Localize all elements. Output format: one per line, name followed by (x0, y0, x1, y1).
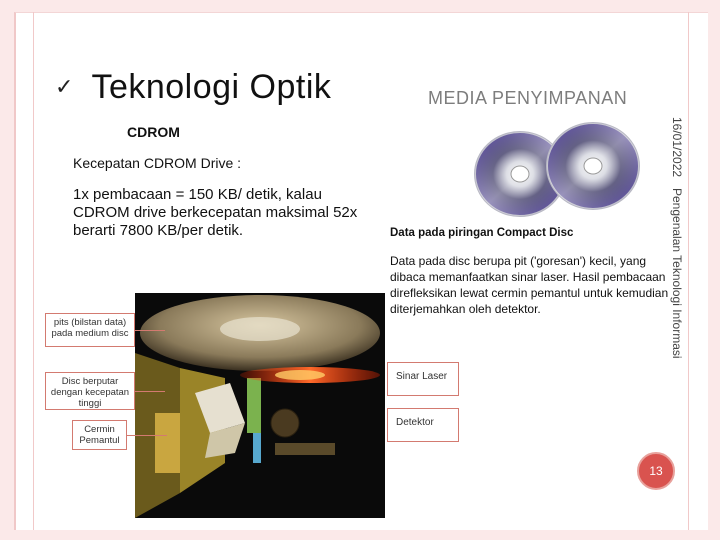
callout-mirror: Cermin Pemantul (72, 420, 127, 450)
compact-disc-image (458, 118, 658, 218)
slide-title: Teknologi Optik (91, 68, 332, 106)
cd-section-description: Data pada disc berupa pit ('goresan') kecil, yang dibaca memanfaatkan sinar laser. Hasil pembacaan direfleksikan lewat cermin pemantul untuk kemudian diterjemahkan oleh detektor. (390, 254, 669, 316)
speed-body-text: 1x pembacaan = 150 KB/ detik, kalau CDROM drive berkecepatan maksimal 52x berarti 7800 KB/per detik. (73, 186, 358, 239)
left-divider (33, 12, 34, 530)
course-label: Pengenalan Teknologi Informasi (670, 188, 684, 359)
page-number-badge: 13 (637, 452, 675, 490)
optical-diagram (135, 293, 385, 518)
right-divider (688, 12, 689, 530)
checkmark-icon: ✓ (55, 75, 74, 100)
section-header: MEDIA PENYIMPANAN (428, 88, 628, 108)
subheading: CDROM (127, 124, 180, 140)
callout-pits: pits (bilstan data) pada medium disc (45, 313, 135, 347)
title-row (55, 68, 331, 107)
detector-label: Detektor (387, 408, 459, 442)
callout-connector (135, 391, 165, 392)
laser-label: Sinar Laser (387, 362, 459, 396)
optical-diagram-illustration (135, 293, 385, 518)
cd-section-label: Data pada piringan Compact Disc (390, 227, 574, 239)
speed-heading: Kecepatan CDROM Drive : (73, 155, 242, 171)
callout-connector (127, 435, 167, 436)
callout-disc-spin: Disc berputar dengan kecepatan tinggi (45, 372, 135, 410)
callout-connector (135, 330, 165, 331)
date-label: 16/01/2022 (670, 117, 684, 178)
